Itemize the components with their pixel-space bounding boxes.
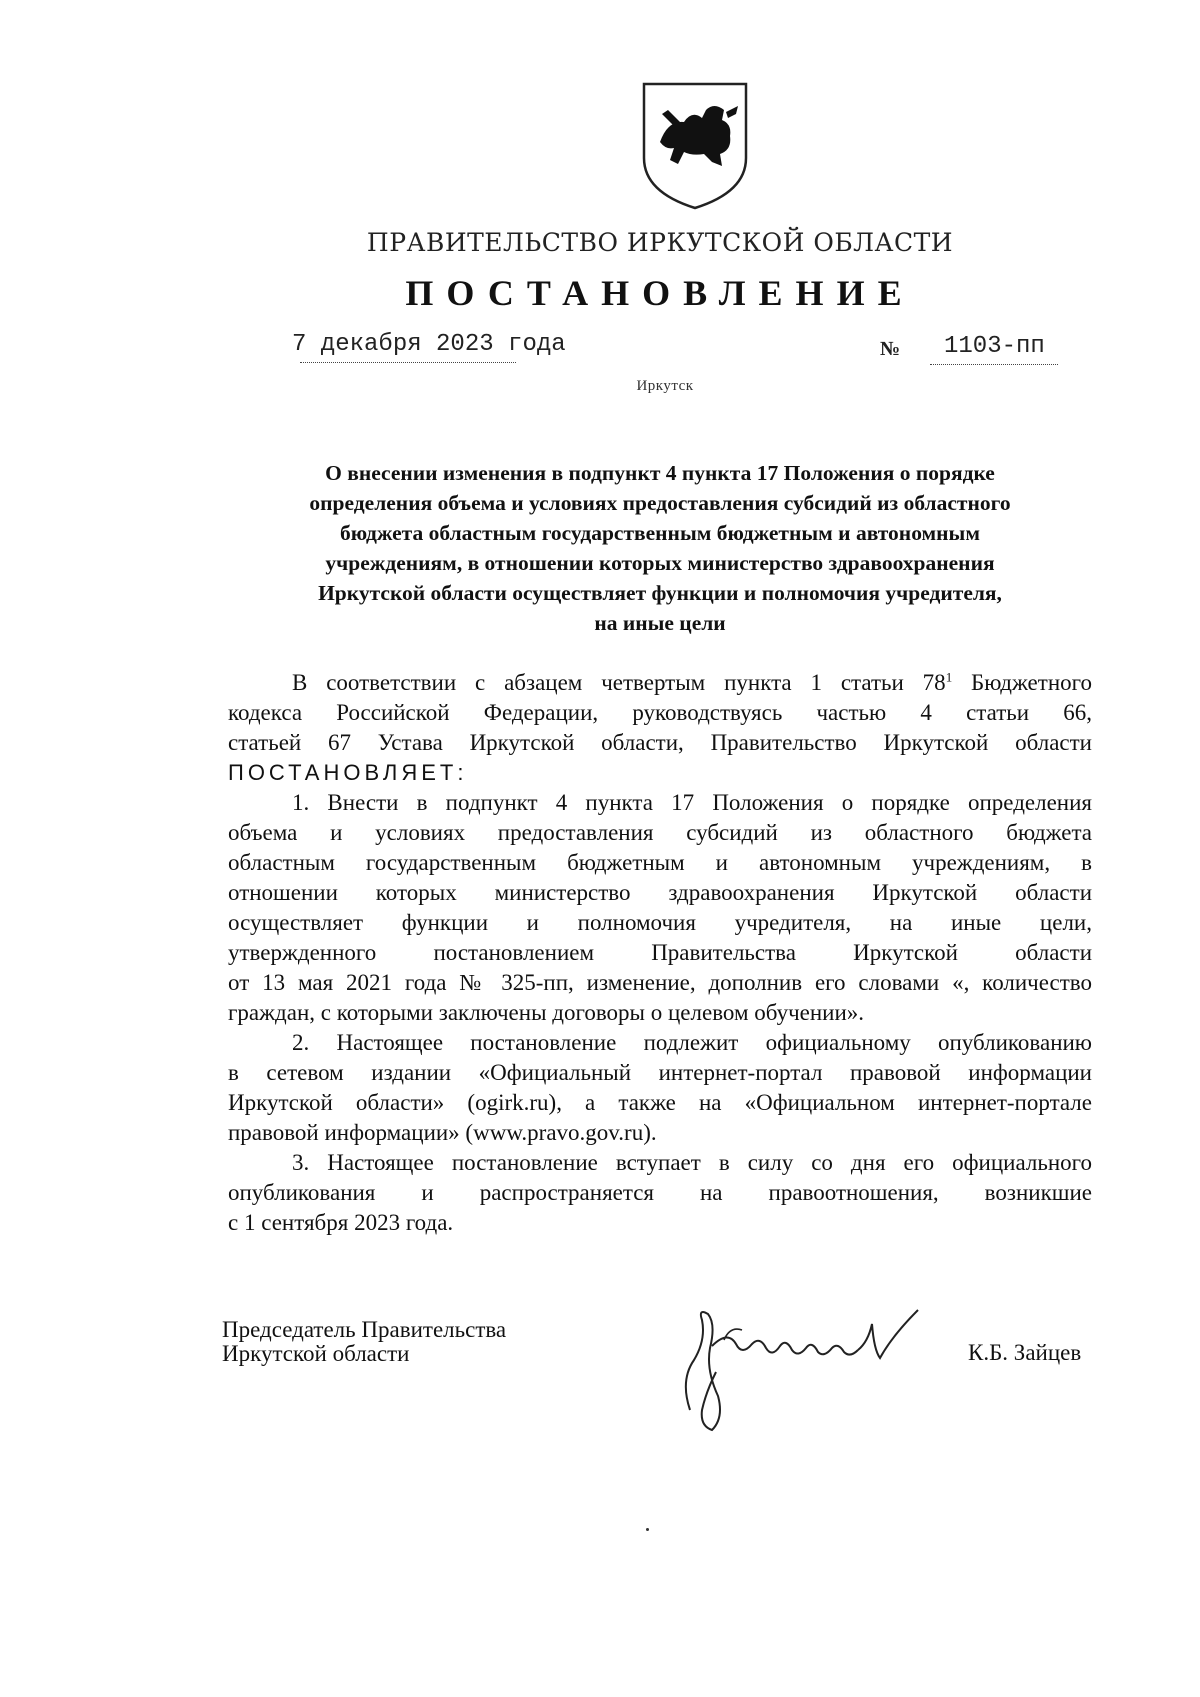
preamble-line: статьей 67 Устава Иркутской области, Правительство Иркутской области <box>228 730 1092 755</box>
document-title <box>228 458 1092 638</box>
signer-name: К.Б. Зайцев <box>968 1340 1082 1365</box>
title-line: О внесении изменения в подпункт 4 пункта 17 Положения о порядке <box>325 461 995 485</box>
item-1-line: осуществляет функции и полномочия учредителя, на иные цели, <box>228 910 1092 935</box>
item-2-line: правовой информации» (www.pravo.gov.ru). <box>228 1120 657 1145</box>
preamble-line: В соответствии с абзацем четвертым пункта 1 статьи $78^1$ Бюджетного <box>292 669 1092 695</box>
coat-of-arms-icon <box>640 80 750 212</box>
item-2-line: Иркутской области» (ogirk.ru), а также на «Официальном интернет-портале <box>228 1090 1092 1115</box>
title-line: на иные цели <box>594 611 726 635</box>
title-line: бюджета областным государственным бюджетным и автономным <box>340 521 980 545</box>
number-underline <box>930 364 1058 365</box>
title-line: учреждениям, в отношении которых министерство здравоохранения <box>325 551 995 575</box>
signer-position <box>222 1318 506 1366</box>
document-date: 7 декабря 2023 года <box>292 331 566 358</box>
document-body <box>228 668 1092 1238</box>
scan-speck <box>646 1528 649 1531</box>
item-1-line: граждан, с которыми заключены договоры о целевом обучении». <box>228 1000 865 1025</box>
date-underline <box>300 362 516 363</box>
government-name: ПРАВИТЕЛЬСТВО ИРКУТСКОЙ ОБЛАСТИ <box>366 228 954 257</box>
item-1-line: 1. Внести в подпункт 4 пункта 17 Положения о порядке определения <box>292 790 1092 815</box>
item-1-line: отношении которых министерство здравоохранения Иркутской области <box>228 880 1092 905</box>
signer-position-line: Иркутской области <box>222 1341 410 1366</box>
handwritten-signature <box>672 1300 932 1440</box>
item-3-line: 3. Настоящее постановление вступает в силу со дня его официального <box>292 1150 1092 1175</box>
decree-word: ПОСТАНОВЛЯЕТ: <box>228 760 468 785</box>
document-number: 1103-пп <box>944 333 1045 360</box>
title-line: Иркутской области осуществляет функции и полномочия учредителя, <box>318 581 1002 605</box>
signer-position-line: Председатель Правительства <box>222 1317 507 1342</box>
document-type: ПОСТАНОВЛЕНИЕ <box>405 273 915 313</box>
superscript: 1 <box>945 669 953 685</box>
city: Иркутск <box>636 378 694 394</box>
item-1-line: объема и условиях предоставления субсидий из областного бюджета <box>228 820 1092 845</box>
item-2-line: 2. Настоящее постановление подлежит официальному опубликованию <box>292 1030 1092 1055</box>
item-3-line: опубликования и распространяется на правоотношения, возникшие <box>228 1180 1092 1205</box>
preamble-line: кодекса Российской Федерации, руководствуясь частью 4 статьи 66, <box>228 700 1092 725</box>
title-line: определения объема и условиях предоставления субсидий из областного <box>309 491 1011 515</box>
item-2-line: в сетевом издании «Официальный интернет-портал правовой информации <box>228 1060 1092 1085</box>
item-1-line: от 13 мая 2021 года № 325-пп, изменение, дополнив его словами «, количество <box>228 970 1092 995</box>
item-1-line: утвержденного постановлением Правительства Иркутской области <box>228 940 1092 965</box>
number-sign: № <box>880 338 901 360</box>
item-3-line: с 1 сентября 2023 года. <box>228 1210 454 1235</box>
item-1-line: областным государственным бюджетным и автономным учреждениям, в <box>228 850 1092 875</box>
